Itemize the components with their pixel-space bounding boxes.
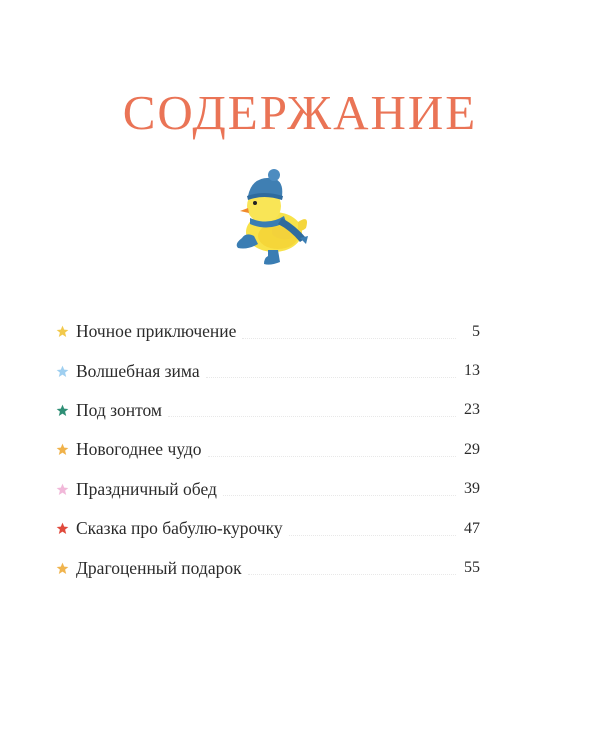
- toc-entry[interactable]: [56, 312, 480, 351]
- dot-leader: [206, 376, 456, 378]
- toc-entry-page: 5: [472, 322, 480, 340]
- toc-entry-page: 55: [464, 559, 480, 577]
- dot-leader: [223, 494, 456, 496]
- toc-entry[interactable]: [56, 470, 480, 509]
- star-icon: [56, 483, 69, 496]
- dot-leader: [242, 337, 456, 339]
- toc-entry-page: 23: [464, 401, 480, 419]
- toc-entry[interactable]: [56, 391, 480, 430]
- dot-leader: [168, 415, 456, 417]
- toc-entry-title: Праздничный обед: [76, 478, 217, 499]
- toc-entry[interactable]: [56, 548, 480, 587]
- toc-entry-page: 29: [464, 440, 480, 458]
- star-icon-shape: [57, 483, 69, 494]
- toc-entry-title: Ночное приключение: [76, 321, 237, 342]
- dot-leader: [248, 573, 456, 575]
- toc-entry-page: 13: [464, 362, 480, 380]
- toc-entry-title: Новогоднее чудо: [76, 439, 202, 460]
- toc-entry[interactable]: [56, 430, 480, 469]
- star-icon: [56, 365, 69, 378]
- star-icon: [56, 443, 69, 456]
- star-icon-shape: [57, 365, 69, 376]
- toc-entry-page: 39: [464, 480, 480, 498]
- star-icon-shape: [57, 523, 69, 534]
- star-icon-shape: [57, 562, 69, 573]
- duckling-illustration: [222, 166, 318, 270]
- table-of-contents: [56, 312, 480, 588]
- toc-entry-title: Под зонтом: [76, 399, 162, 420]
- star-icon: [56, 522, 69, 535]
- dot-leader: [208, 455, 456, 457]
- toc-entry[interactable]: [56, 351, 480, 390]
- toc-entry-title: Волшебная зима: [76, 360, 200, 381]
- star-icon: [56, 404, 69, 417]
- toc-entry-title: Драгоценный подарок: [76, 557, 242, 578]
- toc-entry-title: Сказка про бабулю-курочку: [76, 518, 283, 539]
- toc-entry-page: 47: [464, 519, 480, 537]
- star-icon: [56, 325, 69, 338]
- star-icon: [56, 562, 69, 575]
- dot-leader: [289, 534, 456, 536]
- star-icon-shape: [57, 405, 69, 416]
- star-icon-shape: [57, 444, 69, 455]
- toc-entry[interactable]: [56, 509, 480, 548]
- page-title: СОДЕРЖАНИЕ: [122, 85, 478, 140]
- star-icon-shape: [57, 326, 69, 337]
